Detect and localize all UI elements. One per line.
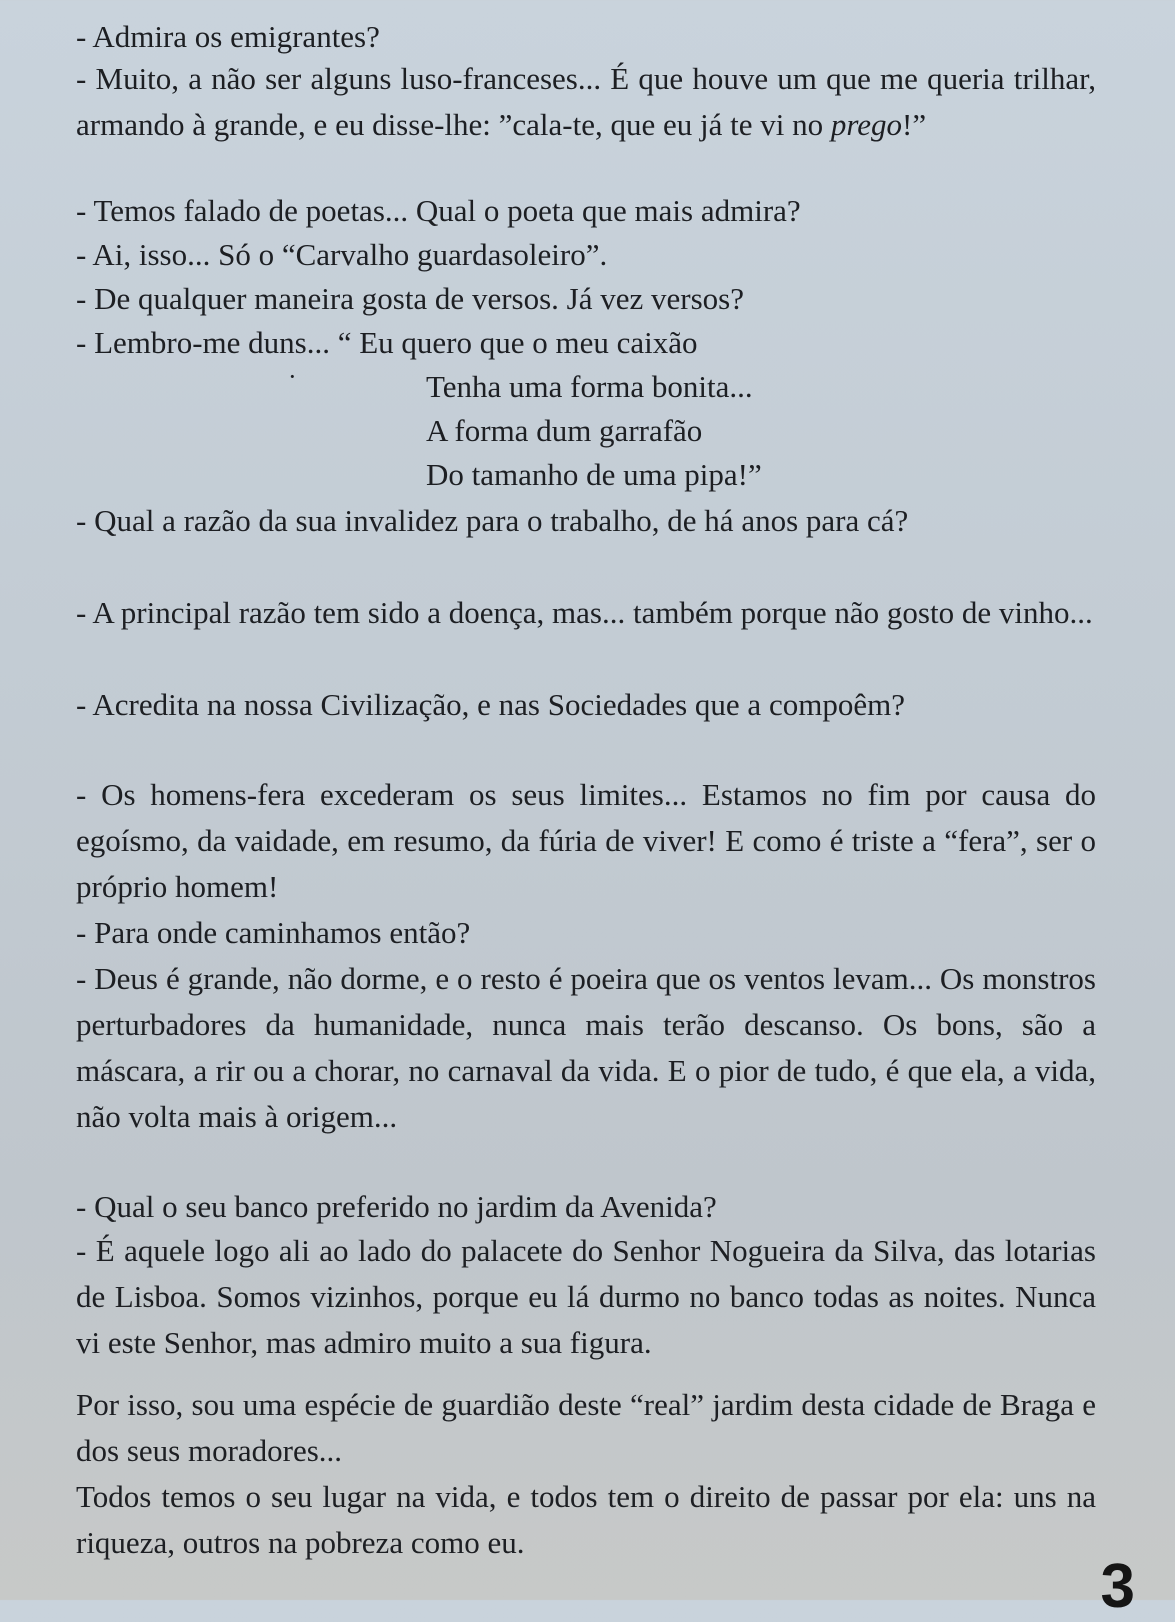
answer-direction: - Deus é grande, não dorme, e o resto é poeira que os ventos levam... Os monstros perturbadores da humanidade, nunca mais terão descanso. Os bons, são a máscara, a rir ou a chorar, no carnaval da vida. E o pior de tudo, é que ela, a vida, não volta mais à origem...	[76, 961, 1096, 1134]
answer-civilization: - Os homens-fera excederam os seus limites... Estamos no fim por causa do egoísmo, da vaidade, em resumo, da fúria de viver! E como é triste a “fera”, ser o próprio homem!	[76, 777, 1096, 904]
stray-dot: ·	[288, 362, 297, 391]
answer-bench: - É aquele logo ali ao lado do palacete do Senhor Nogueira da Silva, das lotarias de Lisboa. Somos vizinhos, porque eu lá durmo no banco todas as noites. Nunca vi este Senhor, mas admiro muito a sua figura.	[76, 1233, 1096, 1360]
paragraph-guardian: Por isso, sou uma espécie de guardião deste “real” jardim desta cidade de Braga e dos seus moradores...	[76, 1387, 1096, 1468]
question-emigrants: - Admira os emigrantes?	[76, 19, 380, 54]
italic-word: prego	[830, 107, 903, 142]
verse-line-3: Do tamanho de uma pipa!”	[426, 457, 762, 492]
answer-verses: - Lembro-me duns... “ Eu quero que o meu caixão	[76, 325, 698, 360]
question-poets: - Temos falado de poetas... Qual o poeta que mais admira?	[76, 193, 801, 228]
answer-invalidity: - A principal razão tem sido a doença, mas... também porque não gosto de vinho...	[76, 595, 1093, 630]
page-number: 3	[1100, 1552, 1135, 1621]
verse-line-2: A forma dum garrafão	[426, 413, 703, 448]
question-verses: - De qualquer maneira gosta de versos. Já vez versos?	[76, 281, 744, 316]
answer-emigrants-end: !”	[902, 107, 927, 142]
answer-emigrants-text: - Muito, a não ser alguns luso-franceses... É que houve um que me queria trilhar, armando à grande, e eu disse-lhe: ”cala-te, que eu já te vi no	[76, 61, 1096, 142]
verse-line-1: Tenha uma forma bonita...	[426, 369, 753, 404]
question-civilization: - Acredita na nossa Civilização, e nas Sociedades que a compoêm?	[76, 687, 905, 722]
paragraph-closing: Todos temos o seu lugar na vida, e todos tem o direito de passar por ela: uns na riqueza, outros na pobreza como eu.	[76, 1479, 1096, 1560]
answer-emigrants	[76, 56, 1096, 148]
question-invalidity: - Qual a razão da sua invalidez para o trabalho, de há anos para cá?	[76, 503, 909, 538]
question-bench: - Qual o seu banco preferido no jardim da Avenida?	[76, 1189, 717, 1224]
question-direction: - Para onde caminhamos então?	[76, 915, 471, 950]
answer-poets: - Ai, isso... Só o “Carvalho guardasoleiro”.	[76, 237, 608, 272]
